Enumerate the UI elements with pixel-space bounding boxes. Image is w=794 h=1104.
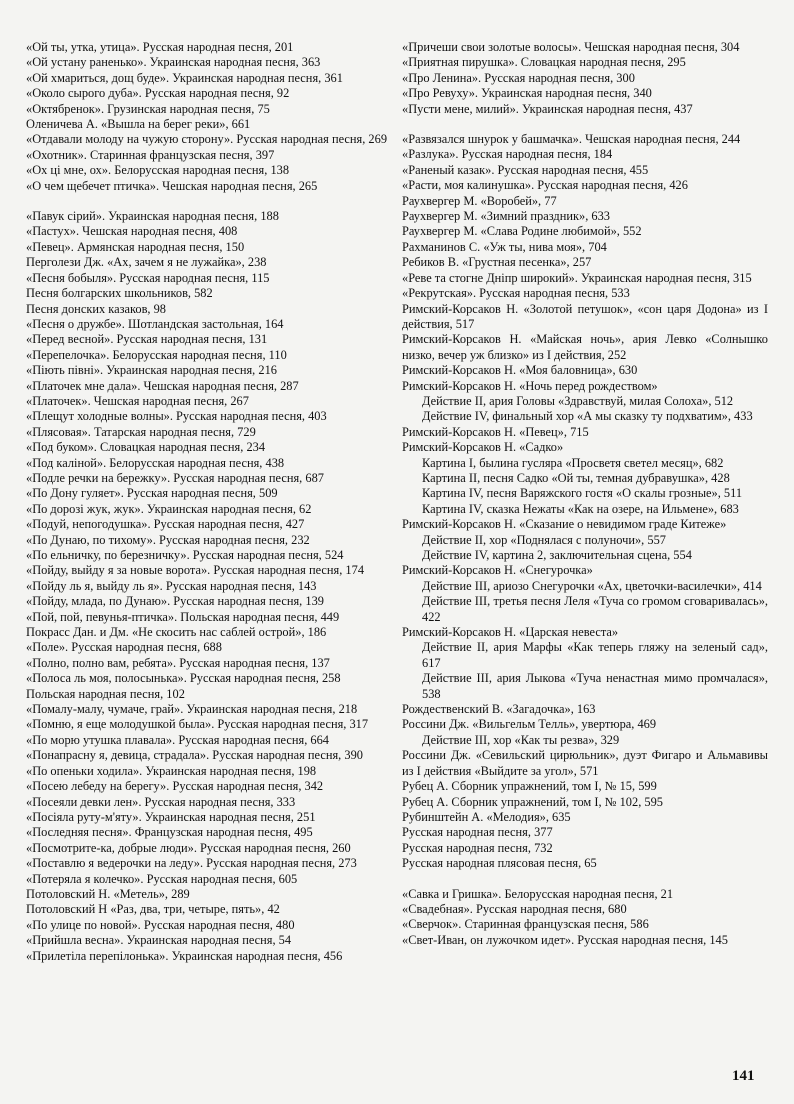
index-entry: Рубец А. Сборник упражнений, том I, № 15, 599 — [402, 779, 657, 794]
index-entry: «Ой устану раненько». Украинская народная песня, 363 — [26, 55, 321, 70]
index-entry: «Полоса ль моя, полосынька». Русская народная песня, 258 — [26, 671, 341, 686]
index-entry: Действие II, ария Марфы «Как теперь гляжу на зеленый сад», 617 — [422, 640, 768, 670]
index-entry: Действие III, ариозо Снегурочки «Ах, цветочки-василечки», 414 — [422, 578, 762, 593]
index-entry: «Понапрасну я, девица, страдала». Русская народная песня, 390 — [26, 748, 363, 763]
index-entry: Римский-Корсаков Н. «Царская невеста» — [402, 625, 619, 640]
index-entry: «Развязался шнурок у башмачка». Чешская народная песня, 244 — [402, 132, 741, 147]
index-entry: Польская народная песня, 102 — [26, 686, 185, 701]
index-entry: Римский-Корсаков Н. «Снегурочка» — [402, 563, 593, 578]
index-entry: «Перед весной». Русская народная песня, 131 — [26, 332, 268, 347]
index-entry: Покрасс Дан. и Дм. «Не скосить нас саблей острой», 186 — [26, 625, 327, 640]
index-entry: «Сверчок». Старинная французская песня, 586 — [402, 917, 649, 932]
index-entry: Перголези Дж. «Ах, зачем я не лужайка», 238 — [26, 255, 267, 270]
index-entry: Римский-Корсаков Н. «Майская ночь», ария Левко «Солнышко низко, вечер уж близко» из I действия, 252 — [402, 332, 768, 362]
index-entry: Русская народная плясовая песня, 65 — [402, 856, 597, 871]
left-column — [26, 40, 392, 964]
index-entry: «По улице по новой». Русская народная песня, 480 — [26, 917, 295, 932]
index-entry: Потоловский Н. «Метель», 289 — [26, 886, 190, 901]
index-entry: «Октябренок». Грузинская народная песня, 75 — [26, 101, 270, 116]
index-entry: «Платочек мне дала». Чешская народная песня, 287 — [26, 378, 299, 393]
index-entry: «Савка и Гришка». Белорусская народная песня, 21 — [402, 886, 674, 901]
index-entry: Действие III, третья песня Леля «Туча со громом сговаривалась», 422 — [422, 594, 768, 624]
index-entry: «Пусти мене, милий». Украинская народная песня, 437 — [402, 101, 693, 116]
index-entry: Картина I, былина гусляра «Просветя светел месяц», 682 — [422, 455, 724, 470]
index-entry: «Под буком». Словацкая народная песня, 234 — [26, 440, 266, 455]
index-entry: «Прийшла весна». Украинская народная песня, 54 — [26, 933, 292, 948]
index-entry: Песня болгарских школьников, 582 — [26, 286, 213, 301]
index-entry: «Посіяла руту-м'яту». Украинская народная песня, 251 — [26, 809, 316, 824]
index-entry: «Потеряла я колечко». Русская народная песня, 605 — [26, 871, 298, 886]
index-entry: «Ох ці мне, ох». Белорусская народная песня, 138 — [26, 163, 290, 178]
index-entry: Действие II, хор «Поднялася с полуночи», 557 — [422, 532, 666, 547]
index-entry: «Причеши свои золотые волосы». Чешская народная песня, 304 — [402, 40, 740, 54]
index-entry: Римский-Корсаков Н. «Певец», 715 — [402, 424, 589, 439]
right-column — [402, 40, 768, 948]
index-entry: Римский-Корсаков Н. «Моя баловница», 630 — [402, 363, 638, 378]
index-entry: Картина II, песня Садко «Ой ты, темная дубравушка», 428 — [422, 470, 730, 485]
index-entry: «Отдавали молоду на чужую сторону». Русская народная песня, 269 — [26, 132, 388, 147]
index-entry: Римский-Корсаков Н. «Ночь перед рождеством» — [402, 378, 658, 393]
index-entry: «Платочек». Чешская народная песня, 267 — [26, 393, 249, 408]
index-entry: Картина IV, сказка Нежаты «Как на озере, на Ильмене», 683 — [422, 501, 739, 516]
index-entry: «Песня бобыля». Русская народная песня, 115 — [26, 270, 270, 285]
index-entry: «Пойду, выйду я за новые ворота». Русская народная песня, 174 — [26, 563, 365, 578]
index-entry: «По опеньки ходила». Украинская народная песня, 198 — [26, 763, 317, 778]
index-entry: «Полно, полно вам, ребята». Русская народная песня, 137 — [26, 655, 330, 670]
index-entry: «Помалу-малу, чумаче, грай». Украинская народная песня, 218 — [26, 702, 358, 717]
index-entry: «Под каліной». Белорусская народная песня, 438 — [26, 455, 285, 470]
index-entry: «Пой, пой, певунья-птичка». Польская народная песня, 449 — [26, 609, 340, 624]
index-entry: Картина IV, песня Варяжского гостя «О скалы грозные», 511 — [422, 486, 743, 501]
index-entry: «Поставлю я ведерочки на леду». Русская народная песня, 273 — [26, 856, 357, 871]
index-entry: «Поле». Русская народная песня, 688 — [26, 640, 222, 655]
index-entry: «Пойду, млада, по Дунаю». Русская народная песня, 139 — [26, 594, 324, 609]
index-entry: Россини Дж. «Вильгельм Телль», увертюра, 469 — [402, 717, 657, 732]
index-entry: Рубец А. Сборник упражнений, том I, № 102, 595 — [402, 794, 663, 809]
index-entry: «По дорозі жук, жук». Украинская народная песня, 62 — [26, 501, 312, 516]
index-entry: Действие III, хор «Как ты резва», 329 — [422, 732, 620, 747]
index-entry: «По Дунаю, по тихому». Русская народная песня, 232 — [26, 532, 310, 547]
index-entry: Римский-Корсаков Н. «Сказание о невидимом граде Китеже» — [402, 517, 727, 532]
page-number: 141 — [732, 1068, 755, 1084]
index-entry: «Последняя песня». Французская народная песня, 495 — [26, 825, 313, 840]
index-entry: Русская народная песня, 377 — [402, 825, 553, 840]
index-entry: Действие IV, картина 2, заключительная сцена, 554 — [422, 548, 692, 562]
index-entry: Оленичева А. «Вышла на берег реки», 661 — [26, 117, 251, 132]
index-entry: «Около сырого дуба». Русская народная песня, 92 — [26, 86, 290, 101]
index-entry: Россини Дж. «Севильский цирюльник», дуэт Фигаро и Альмавивы из I действия «Выйдите за угол», 571 — [402, 748, 768, 778]
index-entry: «Посею лебеду на берегу». Русская народная песня, 342 — [26, 779, 324, 794]
index-entry: «Пастух». Чешская народная песня, 408 — [26, 224, 238, 239]
index-entry: «Песня о дружбе». Шотландская застольная, 164 — [26, 316, 284, 331]
index-entry: Римский-Корсаков Н. «Золотой петушок», «сон царя Додона» из I действия, 517 — [402, 301, 768, 331]
index-entry: Рахманинов С. «Уж ты, нива моя», 704 — [402, 239, 607, 254]
index-entry: «По морю утушка плавала». Русская народная песня, 664 — [26, 732, 329, 747]
index-entry: Раухвергер М. «Слава Родине любимой», 552 — [402, 224, 642, 239]
index-entry: «Про Ревуху». Украинская народная песня, 340 — [402, 86, 652, 101]
index-entry: Действие II, ария Головы «Здравствуй, милая Солоха», 512 — [422, 393, 734, 408]
index-entry: «По Дону гуляет». Русская народная песня, 509 — [26, 486, 278, 501]
index-entry: «Свадебная». Русская народная песня, 680 — [402, 901, 627, 916]
index-entry: «Подуй, непогодушка». Русская народная песня, 427 — [26, 517, 305, 532]
index-entry: Раухвергер М. «Воробей», 77 — [402, 193, 557, 208]
index-entry: «Свет-Иван, он лужочком идет». Русская народная песня, 145 — [402, 932, 728, 947]
index-entry: «Разлука». Русская народная песня, 184 — [402, 147, 613, 162]
index-entry: Ребиков В. «Грустная песенка», 257 — [402, 255, 592, 270]
index-entry: «Посмотрите-ка, добрые люди». Русская народная песня, 260 — [26, 840, 351, 855]
index-entry: «Рекрутская». Русская народная песня, 533 — [402, 286, 630, 301]
index-entry: Песня донских казаков, 98 — [26, 301, 167, 316]
index-entry: «Расти, моя калинушка». Русская народная песня, 426 — [402, 178, 688, 193]
index-entry: «Приятная пирушка». Словацкая народная песня, 295 — [402, 55, 686, 70]
index-entry: «Плясовая». Татарская народная песня, 729 — [26, 424, 256, 439]
index-entry: Действие III, ария Лыкова «Туча ненастная мимо промчалася», 538 — [422, 671, 768, 701]
index-entry: «Павук сірий». Украинская народная песня, 188 — [26, 209, 279, 224]
index-entry: «Подле речки на бережку». Русская народная песня, 687 — [26, 470, 324, 485]
index-entry: Действие IV, финальный хор «А мы сказку ту подхватим», 433 — [422, 409, 753, 424]
index-entry: «Посеяли девки лен». Русская народная песня, 333 — [26, 794, 296, 809]
index-entry: Русская народная песня, 732 — [402, 840, 553, 855]
index-entry: «По ельничку, по березничку». Русская народная песня, 524 — [26, 548, 344, 562]
index-entry: «Про Ленина». Русская народная песня, 300 — [402, 70, 635, 85]
index-entry: «Ой ты, утка, утица». Русская народная песня, 201 — [26, 40, 294, 54]
index-entry: Раухвергер М. «Зимний праздник», 633 — [402, 209, 610, 224]
index-entry: «Пойду ль я, выйду ль я». Русская народная песня, 143 — [26, 578, 317, 593]
index-entry: «О чем щебечет птичка». Чешская народная песня, 265 — [26, 178, 318, 193]
index-entry: «Раненый казак». Русская народная песня, 455 — [402, 162, 649, 177]
index-entry: «Перепелочка». Белорусская народная песня, 110 — [26, 347, 287, 362]
index-entry: «Прилетіла перепілонька». Украинская народная песня, 456 — [26, 948, 343, 963]
index-entry: Римский-Корсаков Н. «Садко» — [402, 440, 564, 455]
index-entry: «Певец». Армянская народная песня, 150 — [26, 239, 245, 254]
index-entry: «Плещут холодные волны». Русская народная песня, 403 — [26, 409, 327, 424]
index-entry: «Охотник». Старинная французская песня, 397 — [26, 147, 275, 162]
index-entry: «Помню, я еще молодушкой была». Русская народная песня, 317 — [26, 717, 369, 732]
index-entry: Рубинштейн А. «Мелодия», 635 — [402, 809, 571, 824]
index-entry: «Ой хмариться, дощ буде». Украинская народная песня, 361 — [26, 70, 343, 85]
index-entry: «Реве та стогне Дніпр широкий». Украинская народная песня, 315 — [402, 270, 752, 285]
index-entry: «Піють півні». Украинская народная песня, 216 — [26, 363, 277, 378]
index-entry: Рождественский В. «Загадочка», 163 — [402, 702, 596, 717]
index-entry: Потоловский Н «Раз, два, три, четыре, пять», 42 — [26, 902, 280, 917]
